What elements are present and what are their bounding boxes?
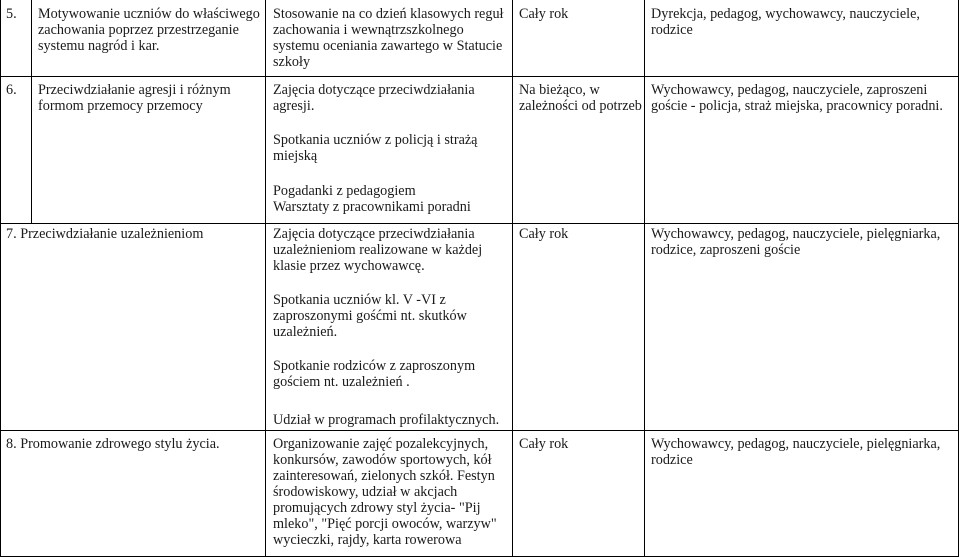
table-border-right <box>958 0 959 557</box>
action-cell: Pogadanki z pedagogiem <box>273 183 416 199</box>
task-cell: Przeciwdziałanie uzależnieniom <box>20 226 204 242</box>
column-divider-1 <box>31 0 32 224</box>
row-divider-5-6 <box>0 76 959 77</box>
action-cell: Spotkanie rodziców z zaproszonym gościem nt. uzależnień . <box>273 358 476 390</box>
responsible-cell: Wychowawcy, pedagog, nauczyciele, pielęgniarka, rodzice, zaproszeni goście <box>651 226 941 258</box>
action-cell: Spotkania uczniów z policją i strażą miejską <box>273 132 478 164</box>
row-divider-7-8 <box>0 430 959 431</box>
term-cell: Cały rok <box>519 6 569 22</box>
table-border-left <box>0 0 1 557</box>
responsible-cell: Dyrekcja, pedagog, wychowawcy, nauczyciele, rodzice <box>651 6 920 38</box>
responsible-cell: Wychowawcy, pedagog, nauczyciele, zaproszeni goście - policja, straż miejska, pracownicy poradni. <box>651 82 943 114</box>
task-cell: Promowanie zdrowego stylu życia. <box>20 436 220 452</box>
column-divider-2 <box>265 0 266 557</box>
term-cell: Na bieżąco, w zależności od potrzeb <box>519 82 642 114</box>
action-cell: Udział w programach profilaktycznych. <box>273 412 500 428</box>
row-number-and-task <box>6 436 268 452</box>
action-cell: Zajęcia dotyczące przeciwdziałania agresji. <box>273 82 475 114</box>
action-cell: Warsztaty z pracownikami poradni <box>273 199 471 215</box>
row-number: 6. <box>6 82 17 98</box>
row-number: 5. <box>6 6 17 22</box>
action-cell: Zajęcia dotyczące przeciwdziałania uzależnieniom realizowane w każdej klasie przez wychowawcę. <box>273 226 483 274</box>
responsible-cell: Wychowawcy, pedagog, nauczyciele, pielęgniarka, rodzice <box>651 436 941 468</box>
row-number-and-task <box>6 226 268 242</box>
row-number: 7. <box>6 226 17 242</box>
action-cell: Spotkania uczniów kl. V -VI z zaproszonymi gośćmi nt. skutków uzależnień. <box>273 292 467 340</box>
term-cell: Cały rok <box>519 436 569 452</box>
action-cell: Stosowanie na co dzień klasowych reguł zachowania i wewnątrzszkolnego systemu oceniania zawartego w Statucie szkoły <box>273 6 504 70</box>
task-cell: Przeciwdziałanie agresji i różnym formom przemocy przemocy <box>38 82 231 114</box>
row-divider-6-7 <box>0 223 959 224</box>
action-cell: Organizowanie zajęć pozalekcyjnych, konkursów, zawodów sportowych, kół zainteresowań, zielonych szkół. Festyn środowiskowy, udział w akcjach promujących zdrowy styl życia- "Pij mleko", "Pięć porcji owoców, warzyw" wycieczki, rajdy, karta rowerowa <box>273 436 497 548</box>
term-cell: Cały rok <box>519 226 569 242</box>
task-cell: Motywowanie uczniów do właściwego zachowania poprzez przestrzeganie systemu nagród i kar. <box>38 6 260 54</box>
row-number: 8. <box>6 436 17 452</box>
